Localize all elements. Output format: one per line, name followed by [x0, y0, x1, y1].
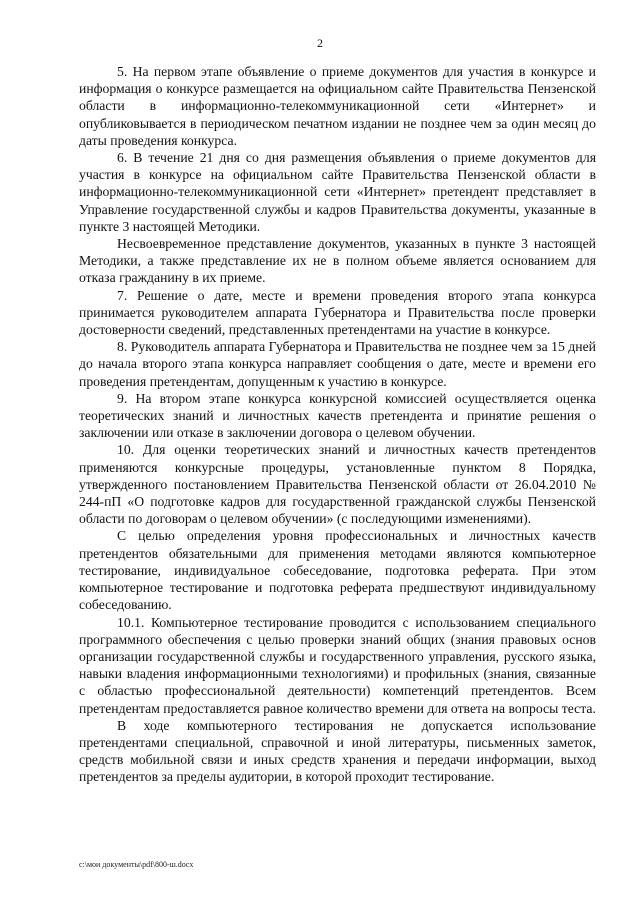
- page-number: 2: [317, 36, 323, 50]
- paragraph-10-methods: С целью определения уровня профессиональных и личностных качеств претендентов обязательными для применения методами являются компьютерное тестирование, индивидуальное собеседование, подготовка реферата. При этом компьютерное тестирование и подготовка реферата предшествуют индивидуальному собеседованию.: [79, 528, 596, 613]
- paragraph-7: 7. Решение о дате, месте и времени проведения второго этапа конкурса принимается руководителем аппарата Губернатора и Правительства после проверки достоверности сведений, представленных претендентами на участие в конкурсе.: [79, 287, 596, 338]
- paragraph-6: 6. В течение 21 дня со дня размещения объявления о приеме документов для участия в конкурсе на официальном сайте Правительства Пензенской области в информационно-телекоммуникационной сети «Интернет» претендент представляет в Управление государственной службы и кадров Правительства документы, указанные в пункте 3 настоящей Методики.: [79, 150, 596, 234]
- document-body: [79, 63, 596, 786]
- paragraph-9: 9. На втором этапе конкурса конкурсной комиссией осуществляется оценка теоретических знаний и личностных качеств претендента и принятие решения о заключении или отказе в заключении договора о целевом обучении.: [79, 390, 596, 441]
- paragraph-8: 8. Руководитель аппарата Губернатора и Правительства не позднее чем за 15 дней до начала второго этапа конкурса направляет сообщения о дате, месте и времени его проведения претендентам, допущенным к участию в конкурсе.: [79, 339, 596, 389]
- file-path-footer: c:\мои документы\pdf\800-ш.docx: [79, 860, 194, 869]
- paragraph-10-1: 10.1. Компьютерное тестирование проводится с использованием специального программного обеспечения с целью проверки знаний общих (знания правовых основ организации государственной службы и государственного управления, русского языка, навыки владения информационными технологиями) и профильных (знания, связанные с областью профессиональной деятельности) компетенций претендентов. Всем претендентам предоставляется равное количество времени для ответа на вопросы теста.: [79, 614, 596, 716]
- paragraph-10: 10. Для оценки теоретических знаний и личностных качеств претендентов применяются конкурсные процедуры, установленные пунктом 8 Порядка, утвержденного постановлением Правительства Пензенской области от 26.04.2010 № 244-пП «О подготовке кадров для государственной гражданской службы Пензенской области по договорам о целевом обучении» (с последующими изменениями).: [79, 442, 596, 527]
- paragraph-6-continuation: Несвоевременное представление документов, указанных в пункте 3 настоящей Методики, а также представление их не в полном объеме является основанием для отказа гражданину в их приеме.: [79, 236, 596, 286]
- paragraph-5: 5. На первом этапе объявление о приеме документов для участия в конкурсе и информация о конкурсе размещается на официальном сайте Правительства Пензенской области в информационно-телекоммуникационной сети «Интернет» и опубликовывается в периодическом печатном издании не позднее чем за один месяц до даты проведения конкурса.: [79, 64, 596, 148]
- paragraph-10-1-restrictions: В ходе компьютерного тестирования не допускается использование претендентами специальной, справочной и иной литературы, письменных заметок, средств мобильной связи и иных средств хранения и передачи информации, выход претендентов за пределы аудитории, в которой проходит тестирование.: [79, 717, 596, 785]
